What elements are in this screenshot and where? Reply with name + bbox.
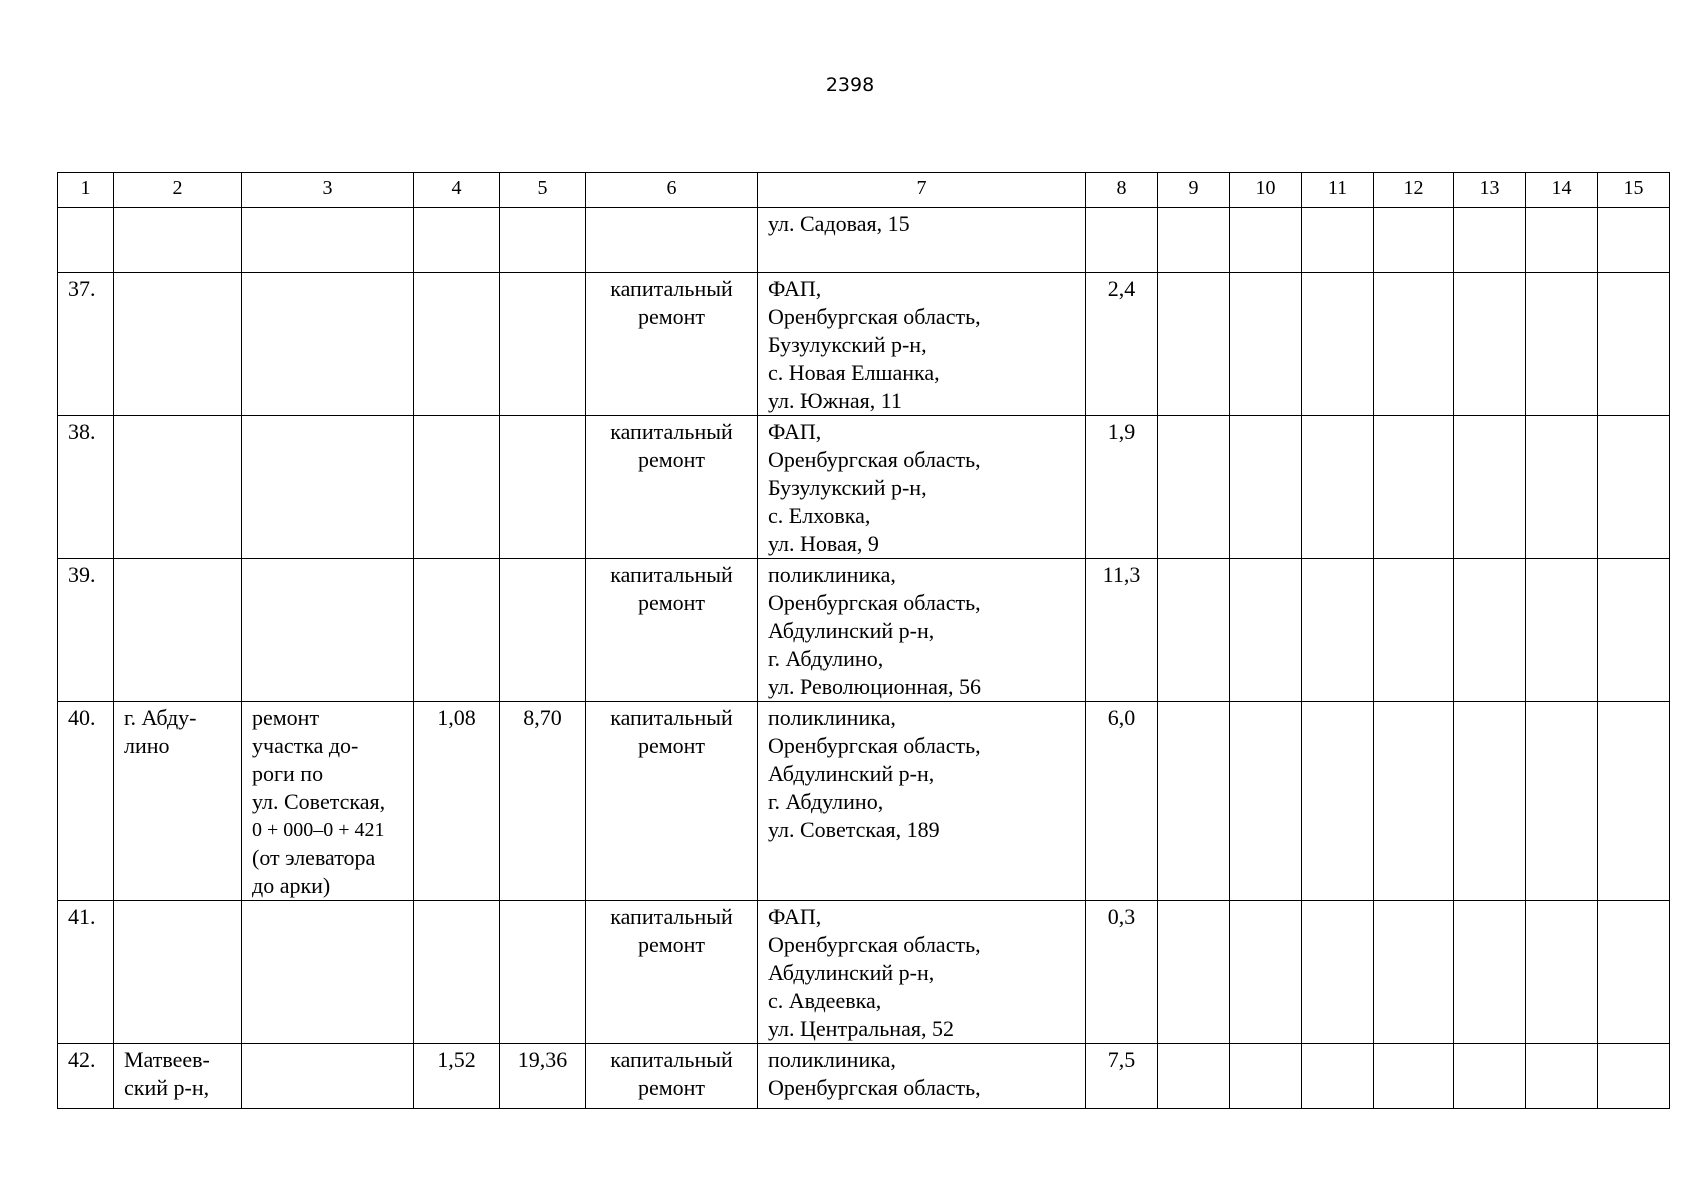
column-number: 9 (1158, 173, 1230, 208)
region-line: Матвеев- (124, 1047, 210, 1072)
column-number: 4 (414, 173, 500, 208)
road-cell (242, 559, 414, 702)
value-cell-8: 1,9 (1086, 416, 1158, 559)
row-number: 41. (58, 901, 114, 1044)
row-number: 38. (58, 416, 114, 559)
region-cell (114, 416, 242, 559)
work-type-cell (586, 901, 758, 1044)
empty-cell (1230, 901, 1302, 1044)
road-line: (от элеватора (252, 845, 376, 870)
row-number (58, 208, 114, 273)
empty-cell (1374, 702, 1454, 901)
empty-cell (1526, 1044, 1598, 1109)
object-line: поликлиника, (768, 562, 896, 587)
object-line: Оренбургская область, (768, 447, 981, 472)
object-line: Бузулукский р-н, (768, 475, 927, 500)
empty-cell (1374, 208, 1454, 273)
empty-cell (1302, 1044, 1374, 1109)
empty-cell (1158, 901, 1230, 1044)
object-line: ул. Советская, 189 (768, 817, 940, 842)
work-type-cell (586, 1044, 758, 1109)
empty-cell (1454, 416, 1526, 559)
table-row (58, 901, 1670, 1044)
empty-cell (1158, 702, 1230, 901)
value-cell-4 (414, 208, 500, 273)
empty-cell (1598, 1044, 1670, 1109)
column-number: 11 (1302, 173, 1374, 208)
value-cell-5: 19,36 (500, 1044, 586, 1109)
region-cell (114, 901, 242, 1044)
column-number: 5 (500, 173, 586, 208)
column-number: 8 (1086, 173, 1158, 208)
empty-cell (1230, 702, 1302, 901)
work-type-cell (586, 702, 758, 901)
object-line: ул. Революционная, 56 (768, 674, 982, 699)
object-line: ФАП, (768, 276, 822, 301)
empty-cell (1598, 416, 1670, 559)
empty-cell (1454, 559, 1526, 702)
value-cell-4: 1,08 (414, 702, 500, 901)
empty-cell (1598, 273, 1670, 416)
value-cell-4 (414, 901, 500, 1044)
value-cell-8: 0,3 (1086, 901, 1158, 1044)
region-line: лино (124, 733, 170, 758)
object-line: ул. Центральная, 52 (768, 1016, 954, 1041)
value-cell-4 (414, 416, 500, 559)
object-line: Абдулинский р-н, (768, 761, 935, 786)
empty-cell (1302, 416, 1374, 559)
empty-cell (1598, 901, 1670, 1044)
value-cell-4 (414, 273, 500, 416)
region-line: г. Абду- (124, 705, 197, 730)
road-line: 0 + 000–0 + 421 (252, 819, 385, 841)
table-row (58, 702, 1670, 901)
object-line: Оренбургская область, (768, 590, 981, 615)
value-cell-5 (500, 559, 586, 702)
object-line: с. Новая Елшанка, (768, 360, 940, 385)
region-cell (114, 208, 242, 273)
column-number: 3 (242, 173, 414, 208)
column-number: 2 (114, 173, 242, 208)
work-type-line: ремонт (637, 304, 706, 329)
road-cell (242, 1044, 414, 1109)
empty-cell (1526, 273, 1598, 416)
work-type-line: ремонт (637, 590, 706, 615)
object-line: ул. Южная, 11 (768, 388, 902, 413)
road-cell (242, 273, 414, 416)
work-type-line: ремонт (637, 1075, 706, 1100)
region-cell (114, 702, 242, 901)
table-row (58, 273, 1670, 416)
value-cell-8: 6,0 (1086, 702, 1158, 901)
empty-cell (1158, 273, 1230, 416)
value-cell-8 (1086, 208, 1158, 273)
road-cell (242, 208, 414, 273)
table-row (58, 1044, 1670, 1109)
empty-cell (1454, 1044, 1526, 1109)
empty-cell (1526, 702, 1598, 901)
empty-cell (1230, 559, 1302, 702)
object-line: с. Елховка, (768, 503, 871, 528)
value-cell-4 (414, 559, 500, 702)
region-cell (114, 1044, 242, 1109)
value-cell-5: 8,70 (500, 702, 586, 901)
road-cell (242, 702, 414, 901)
work-type-cell (586, 273, 758, 416)
work-type-line: капитальный (610, 904, 733, 929)
work-type-line: капитальный (610, 1047, 733, 1072)
object-line: Оренбургская область, (768, 733, 981, 758)
empty-cell (1230, 273, 1302, 416)
object-cell (758, 208, 1086, 273)
column-number: 1 (58, 173, 114, 208)
empty-cell (1302, 273, 1374, 416)
empty-cell (1454, 208, 1526, 273)
empty-cell (1454, 273, 1526, 416)
column-number: 6 (586, 173, 758, 208)
value-cell-8: 2,4 (1086, 273, 1158, 416)
empty-cell (1598, 702, 1670, 901)
road-line: участка до- (252, 733, 359, 758)
empty-cell (1526, 208, 1598, 273)
empty-cell (1526, 416, 1598, 559)
empty-cell (1454, 702, 1526, 901)
empty-cell (1454, 901, 1526, 1044)
column-number-row (58, 173, 1670, 208)
empty-cell (1526, 559, 1598, 702)
empty-cell (1230, 208, 1302, 273)
empty-cell (1302, 208, 1374, 273)
region-cell (114, 559, 242, 702)
work-type-line: ремонт (637, 733, 706, 758)
road-line: ремонт (252, 705, 320, 730)
work-type-line: капитальный (610, 705, 733, 730)
road-cell (242, 416, 414, 559)
region-line: ский р-н, (124, 1075, 210, 1100)
empty-cell (1598, 208, 1670, 273)
work-type-line: капитальный (610, 562, 733, 587)
column-number: 10 (1230, 173, 1302, 208)
region-cell (114, 273, 242, 416)
object-line: ФАП, (768, 419, 822, 444)
work-type-line: ремонт (637, 447, 706, 472)
road-line: ул. Советская, (252, 789, 386, 814)
empty-cell (1158, 416, 1230, 559)
object-cell (758, 273, 1086, 416)
empty-cell (1598, 559, 1670, 702)
road-line: роги по (252, 761, 324, 786)
work-type-line: капитальный (610, 276, 733, 301)
value-cell-5 (500, 208, 586, 273)
road-cell (242, 901, 414, 1044)
data-table (57, 172, 1670, 1109)
column-number: 7 (758, 173, 1086, 208)
table-row (58, 559, 1670, 702)
object-cell (758, 901, 1086, 1044)
empty-cell (1526, 901, 1598, 1044)
row-number: 37. (58, 273, 114, 416)
column-number: 15 (1598, 173, 1670, 208)
object-line: г. Абдулино, (768, 789, 884, 814)
empty-cell (1158, 208, 1230, 273)
value-cell-5 (500, 901, 586, 1044)
object-line: Бузулукский р-н, (768, 332, 927, 357)
empty-cell (1374, 559, 1454, 702)
empty-cell (1374, 273, 1454, 416)
empty-cell (1302, 559, 1374, 702)
empty-cell (1230, 416, 1302, 559)
column-number: 12 (1374, 173, 1454, 208)
object-line: ул. Новая, 9 (768, 531, 879, 556)
row-number: 39. (58, 559, 114, 702)
object-line: поликлиника, (768, 705, 896, 730)
empty-cell (1158, 1044, 1230, 1109)
work-type-line: ремонт (637, 932, 706, 957)
object-line: Оренбургская область, (768, 932, 981, 957)
work-type-cell (586, 416, 758, 559)
object-line: Оренбургская область, (768, 1075, 981, 1100)
object-cell (758, 1044, 1086, 1109)
value-cell-5 (500, 273, 586, 416)
object-line: Абдулинский р-н, (768, 618, 935, 643)
empty-cell (1158, 559, 1230, 702)
row-number: 40. (58, 702, 114, 901)
object-line: ул. Садовая, 15 (768, 211, 910, 236)
empty-cell (1374, 416, 1454, 559)
work-type-cell (586, 559, 758, 702)
object-line: ФАП, (768, 904, 822, 929)
value-cell-4: 1,52 (414, 1044, 500, 1109)
empty-cell (1374, 901, 1454, 1044)
value-cell-8: 7,5 (1086, 1044, 1158, 1109)
object-line: Абдулинский р-н, (768, 960, 935, 985)
object-line: Оренбургская область, (768, 304, 981, 329)
road-line: до арки) (252, 873, 331, 898)
work-type-line: капитальный (610, 419, 733, 444)
object-line: поликлиника, (768, 1047, 896, 1072)
object-cell (758, 702, 1086, 901)
row-number: 42. (58, 1044, 114, 1109)
table-row (58, 208, 1670, 273)
object-cell (758, 559, 1086, 702)
value-cell-5 (500, 416, 586, 559)
column-number: 14 (1526, 173, 1598, 208)
empty-cell (1302, 901, 1374, 1044)
page-number: 2398 (825, 74, 875, 96)
empty-cell (1374, 1044, 1454, 1109)
empty-cell (1230, 1044, 1302, 1109)
object-line: г. Абдулино, (768, 646, 884, 671)
object-cell (758, 416, 1086, 559)
value-cell-8: 11,3 (1086, 559, 1158, 702)
column-number: 13 (1454, 173, 1526, 208)
empty-cell (1302, 702, 1374, 901)
work-type-cell (586, 208, 758, 273)
table-row (58, 416, 1670, 559)
object-line: с. Авдеевка, (768, 988, 882, 1013)
